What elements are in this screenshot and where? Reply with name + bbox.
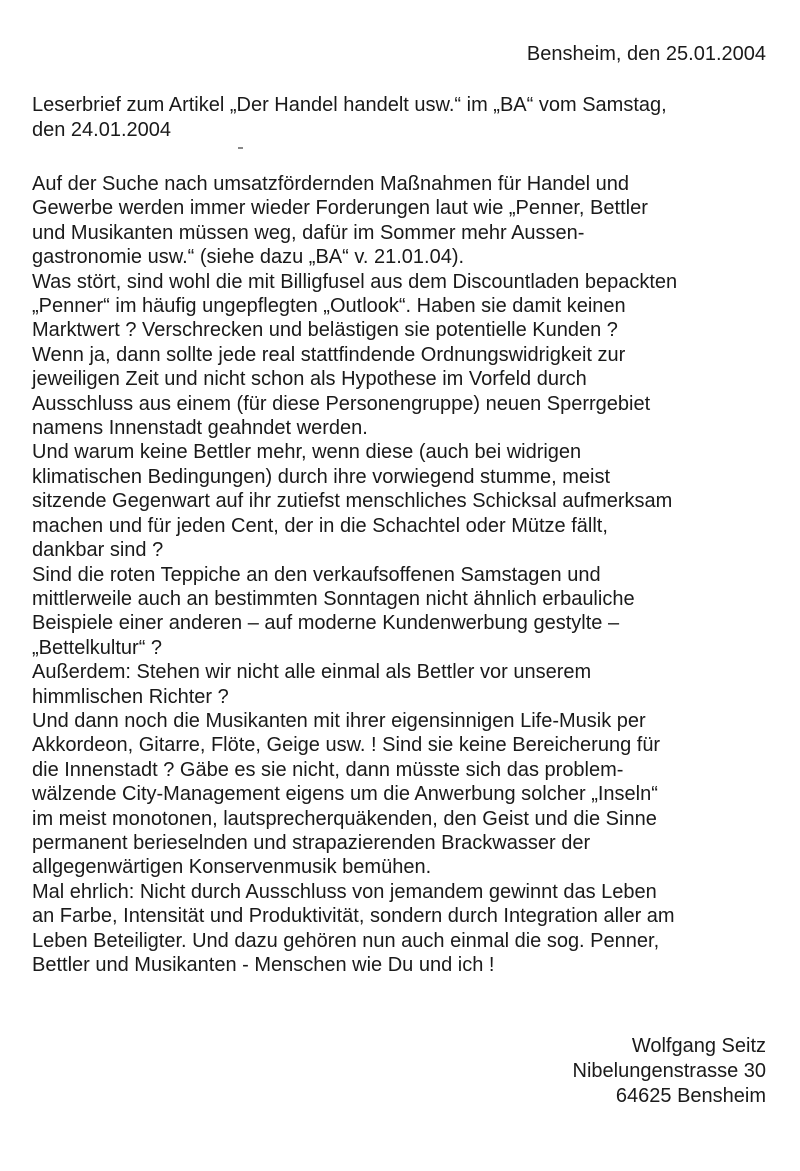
subject-block [32,93,772,142]
body-line: permanent berieselnden und strapazierenden Brackwasser der [32,831,591,854]
body-line: namens Innenstadt geahndet werden. [32,417,368,440]
body-line: machen und für jeden Cent, der in die Schachtel oder Mütze fällt, [32,514,608,537]
body-line: Akkordeon, Gitarre, Flöte, Geige usw. ! Sind sie keine Bereicherung für [32,734,661,757]
body-line: Und warum keine Bettler mehr, wenn diese (auch bei widrigen [32,441,582,464]
letter-body [32,172,777,977]
body-line: Leben Beteiligter. Und dazu gehören nun auch einmal die sog. Penner, [32,929,660,952]
body-line: himmlischen Richter ? [32,685,229,708]
body-line: allgegenwärtigen Konservenmusik bemühen. [32,856,432,879]
body-line: die Innenstadt ? Gäbe es sie nicht, dann müsste sich das problem- [32,758,624,781]
body-line: Ausschluss aus einem (für diese Personengruppe) neuen Sperrgebiet [32,392,651,415]
body-line: jeweiligen Zeit und nicht schon als Hypothese im Vorfeld durch [32,368,587,391]
body-line: Gewerbe werden immer wieder Forderungen laut wie „Penner, Bettler [32,197,648,220]
body-line: „Bettelkultur“ ? [32,636,163,659]
body-line: Mal ehrlich: Nicht durch Ausschluss von jemandem gewinnt das Leben [32,880,657,903]
body-line: Auf der Suche nach umsatzfördernden Maßnahmen für Handel und [32,173,630,195]
body-line: dankbar sind ? [32,539,164,562]
body-line: mittlerweile auch an bestimmten Sonntagen nicht ähnlich erbauliche [32,587,635,610]
body-line: Beispiele einer anderen – auf moderne Kundenwerbung gestylte – [32,612,620,635]
body-line: gastronomie usw.“ (siehe dazu „BA“ v. 21.01.04). [32,246,465,269]
body-line: Bettler und Musikanten - Menschen wie Du und ich ! [32,954,495,976]
body-line: „Penner“ im häufig ungepflegten „Outlook“. Haben sie damit keinen [32,295,626,318]
body-line: Was stört, sind wohl die mit Billigfusel aus dem Discountladen bepackten [32,270,678,293]
subject-line: den 24.01.2004 [32,118,172,141]
date-line: Bensheim, den 25.01.2004 [526,43,766,65]
signature-city: 64625 Bensheim [615,1085,766,1107]
body-line: klimatischen Bedingungen) durch ihre vorwiegend stumme, meist [32,465,611,488]
body-line: sitzende Gegenwart auf ihr zutiefst menschliches Schicksal aufmerksam [32,490,673,513]
signature-name: Wolfgang Seitz [631,1035,766,1057]
body-line: an Farbe, Intensität und Produktivität, sondern durch Integration aller am [32,905,675,928]
scan-speck [238,147,243,149]
body-line: Wenn ja, dann sollte jede real stattfindende Ordnungswidrigkeit zur [32,343,626,366]
signature-street: Nibelungenstrasse 30 [572,1060,766,1082]
body-line: Und dann noch die Musikanten mit ihrer eigensinnigen Life-Musik per [32,709,646,732]
body-line: im meist monotonen, lautsprecherquäkenden, den Geist und die Sinne [32,807,657,830]
body-line: Sind die roten Teppiche an den verkaufsoffenen Samstagen und [32,563,601,586]
body-line: Außerdem: Stehen wir nicht alle einmal als Bettler vor unserem [32,661,592,684]
body-line: wälzende City-Management eigens um die Anwerbung solcher „Inseln“ [32,783,658,806]
body-line: und Musikanten müssen weg, dafür im Sommer mehr Aussen- [32,221,585,244]
body-line: Marktwert ? Verschrecken und belästigen sie potentielle Kunden ? [32,319,618,342]
signature-block [573,1034,766,1109]
subject-line: Leserbrief zum Artikel „Der Handel handelt usw.“ im „BA“ vom Samstag, [32,94,667,116]
